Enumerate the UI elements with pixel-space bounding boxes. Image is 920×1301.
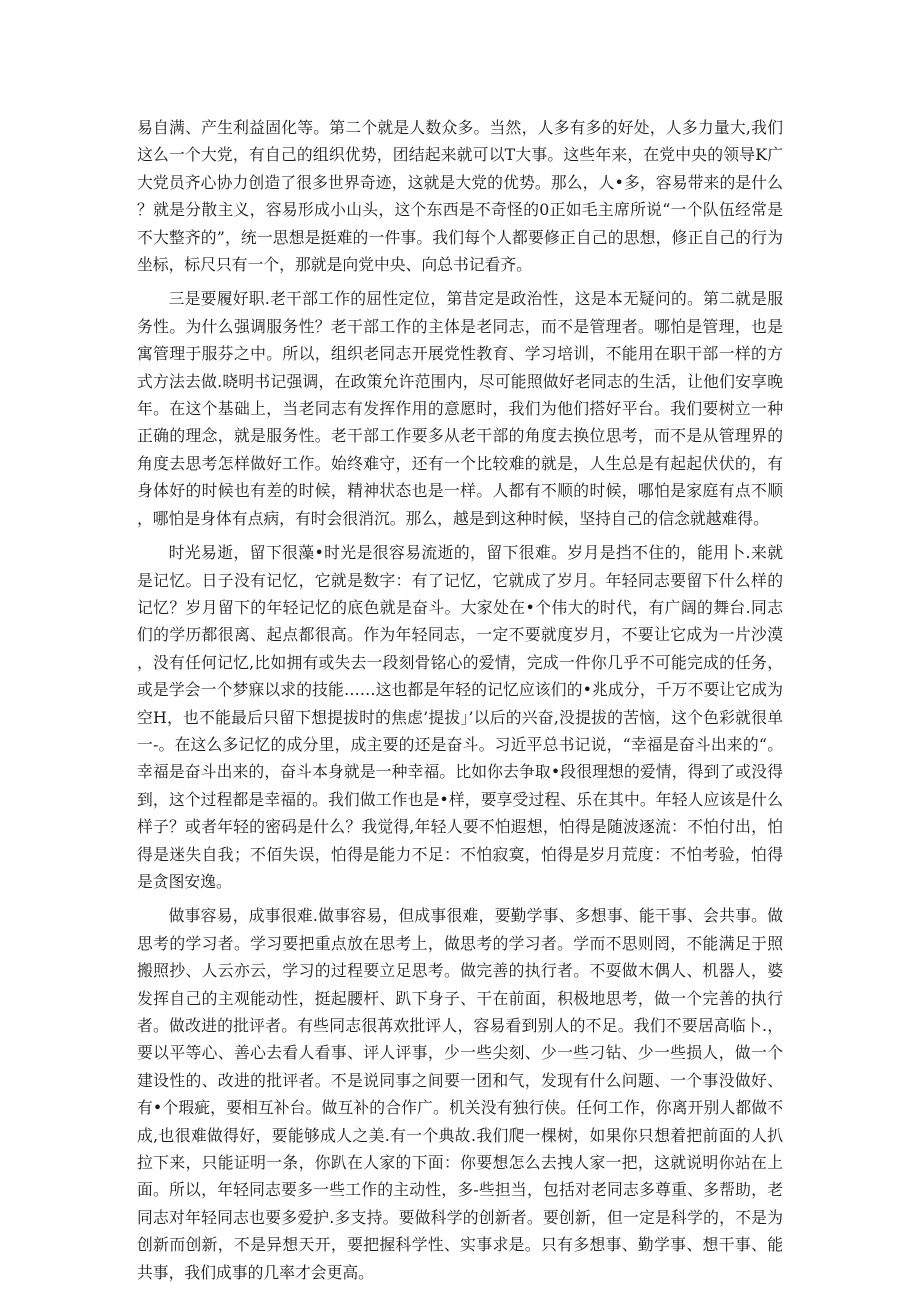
- paragraph-unity: 易自满、产生利益固化等。第二个就是人数众多。当然，人多有多的好处，人多力量大,我们这么一个大党，有自己的组织优势，团结起来就可以T大事。这些年来，在党中央的领导K广大党员齐心协力创造了很多世界奇迹，这就是大党的优势。那么，人•多，容易带来的是什么？就是分散主义，容易形成小山头，这个东西是不奇怪的0正如毛主席所说“一个队伍经常是不大整齐的”，统一思想是挺难的一件事。我们每个人都要修正自己的思想，修正自己的行为坐标，标尺只有一个，那就是向党中央、向总书记看齐。: [137, 118, 783, 275]
- paragraph-duty: 三是要履好职.老干部工作的屈性定位，第昔定是政治性，这是本无疑问的。第二就是服务性。为什么强调服务性？老干部工作的主体是老同志，而不是管理者。哪怕是管理，也是寓管理于服芬之中。所以，组织老同志开展党性教育、学习培训，不能用在职干部一样的方式方法去做.晓明书记强调，在政策允许范围内，尽可能照做好老同志的生活，让他们安享晚年。在这个基础上，当老同志有发挥作用的意愿时，我们为他们搭好平台。我们要树立一种正确的理念，就是服务性。老干部工作要多从老干部的角度去换位思考，而不是从管理界的角度去思考怎样做好工作。始终难守，还有一个比较难的就是，人生总是有起起伏伏的，有身体好的时候也有差的时候，精神状态也是一样。人都有不顺的时候，哪怕是家庭有点不顺，哪怕是身体有点病，有时会很消沉。那么，越是到这种时候，坚持自己的信念就越难得。: [137, 289, 783, 528]
- document-page: [137, 114, 783, 1286]
- paragraph-memory: 时光易逝，留下很藻•时光是很容易流逝的，留下很难。岁月是挡不住的，能用卜.来就是记忆。日子没有记忆，它就是数字：有了记忆，它就成了岁月。年轻同志要留下什么样的记忆？岁月留下的年轻记忆的底色就是奋斗。大家处在•个伟大的时代，有广阔的舞台.同志们的学历都很离、起点都很高。作为年轻同志，一定不要就度岁月，不要让它成为一片沙漠，没有任何记忆,比如拥有或失去一段刻骨铭心的爱情，完成一件你几乎不可能完成的任务，或是学会一个梦寐以求的技能……这也都是年轻的记忆应该们的•兆成分，千万不要让它成为空H，也不能最后只留下想提拔时的焦虑’提拔」’以后的兴奋,没提拔的苦恼，这个色彩就很单一-。在这么多记忆的成分里，成主要的还是奋斗。习近平总书记说，“幸福是奋斗出来的“。幸福是奋斗出来的，奋斗本身就是一种幸福。比如你去争取•段很理想的爱情，得到了或没得到，这个过程都是幸福的。我们做工作也是•样，要享受过程、乐在其中。年轻人应该是什么样子？或者年轻的密码是什么？我觉得,年轻人要不怕遐想，怕得是随波逐流：不怕付出，怕得是迷失自我；不佰失误，怕得是能力不足：不怕寂寞，怕得是岁月荒度：不怕考验，怕得是贪图安逸。: [137, 543, 783, 891]
- paragraph-accomplishment: 做事容易，成事很难.做事容易，但成事很难，要勤学事、多想事、能干事、会共事。做思考的学习者。学习要把重点放在思考上，做思考的学习者。学而不思则罔，不能满足于照搬照抄、人云亦云，学习的过程要立足思考。做完善的执行者。不耍做木偶人、机器人，婆发挥自己的主观能动性，挺起腰杆、趴下身子、干在前面，积极地思考，做一个完善的执行者。做改进的批评者。有些同志很苒欢批评人，容易看到别人的不足。我们不要居高临卜.，要以平等心、善心去看人看事、评人评事，少一些尖刻、少一些刁钻、少一些损人，做一个建设性的、改进的批评者。不是说同事之间要一团和气，发现有什么问题、一个事没做好、有•个瑕疵，要相互补台。做互补的合作广。机关没有独行侠。任何工作，你离开别人都做不成,也很难做得好，要能够成人之美.有一个典故.我们爬一棵树，如果你只想着把前面的人扒拉下来，只能证明一条，你趴在人家的下面：你要想怎么去拽人家一把，这就说明你站在上面。所以，年轻同志要多一些工作的主动性，多-些担当，包括对老同志多尊重、多帮助，老同志对年轻同志也要多爱护.多支持。要做科学的创新者。要创新，但一定是科学的，不是为创新而创新，不是异想天开，要把握科学性、实事求是。只有多想事、勤学事、想干事、能共事，我们成事的几率才会更高。: [137, 906, 783, 1282]
